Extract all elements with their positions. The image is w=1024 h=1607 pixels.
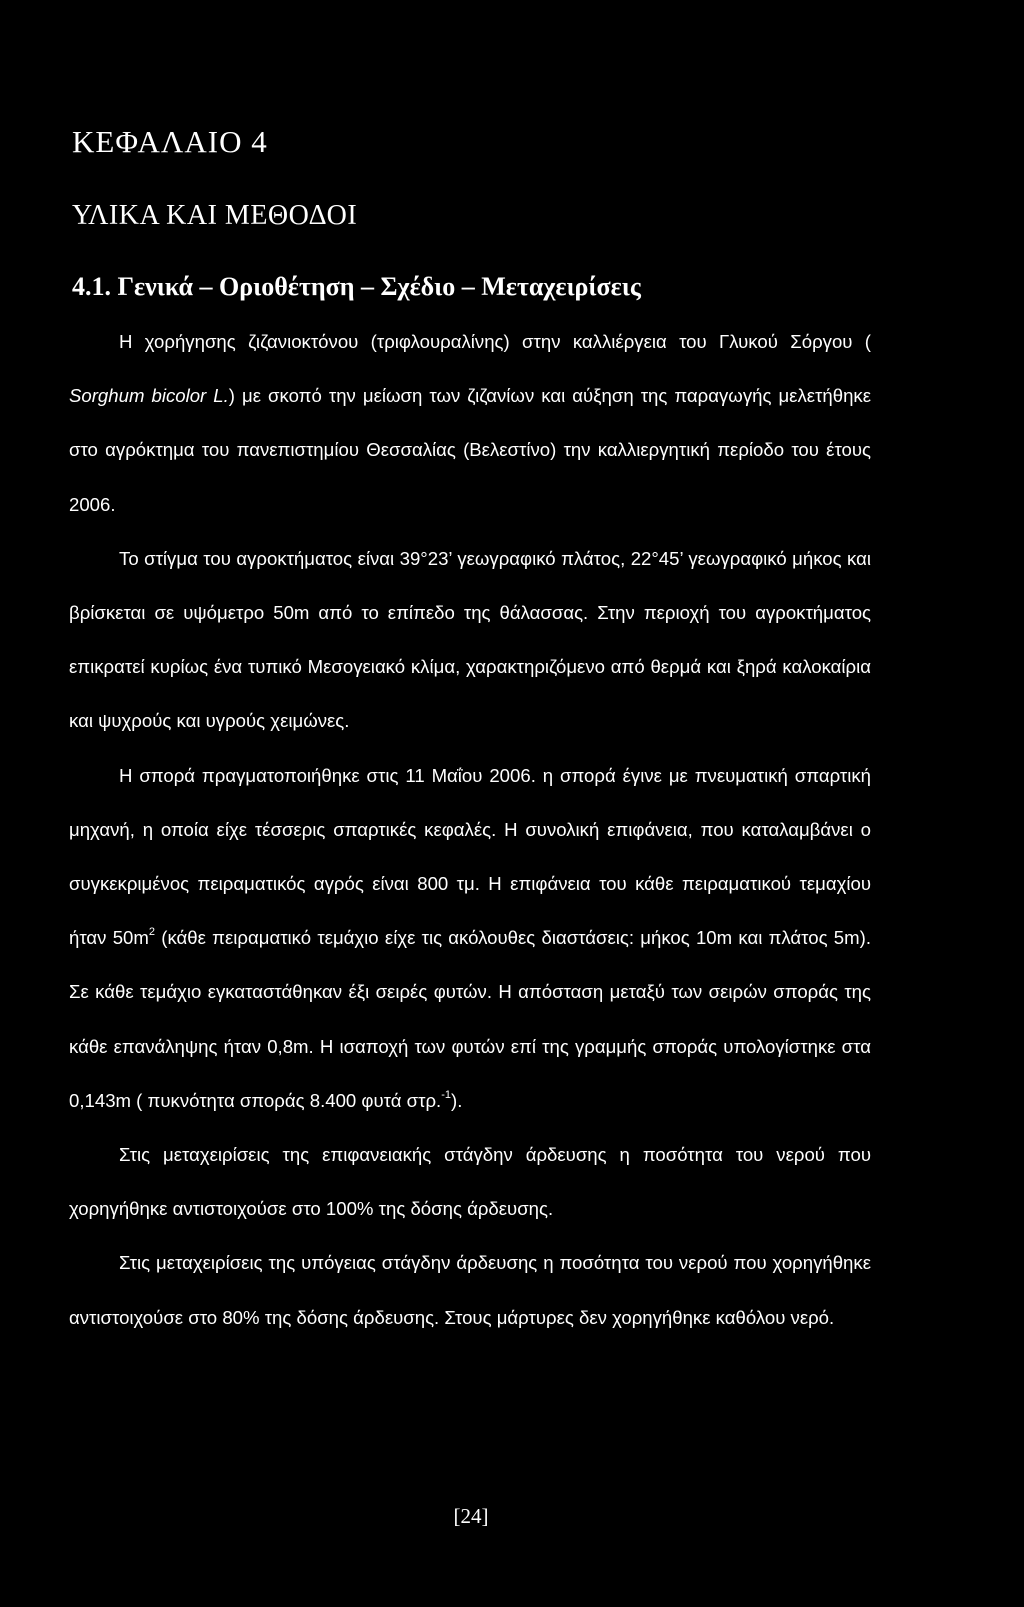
species-name: Sorghum bicolor L. bbox=[69, 385, 229, 407]
paragraph-intro bbox=[69, 315, 871, 532]
superscript-squared: 2 bbox=[148, 926, 156, 939]
superscript-minus-one: -1 bbox=[441, 1088, 451, 1101]
section-title: 4.1. Γενικά – Οριοθέτηση – Σχέδιο – Μεταχειρίσεις bbox=[72, 272, 641, 301]
paragraph-sowing-text-b: (κάθε πειραματικό τεμάχιο είχε τις ακόλουθες διαστάσεις: μήκος 10m και πλάτος 5m). Σε κάθε τεμάχιο εγκαταστάθηκαν έξι σειρές φυτών. Η απόσταση μεταξύ των σειρών σποράς της κάθε επανάληψης ήταν 0,8m. Η ισαποχή των φυτών επί της γραμμής σποράς υπολογίστηκε στα 0,143m ( πυκνότητα σποράς 8.400 φυτά στρ. bbox=[69, 927, 871, 1111]
chapter-heading: ΚΕΦΑΛΑΙΟ 4 bbox=[72, 124, 268, 159]
paragraph-sowing-text-a: Η σπορά πραγματοποιήθηκε στις 11 Μαΐου 2006. η σπορά έγινε με πνευματική σπαρτική μηχανή, η οποία είχε τέσσερις σπαρτικές κεφαλές. Η συνολική επιφάνεια, που καταλαμβάνει ο συγκεκριμένος πειραματικός αγρός είναι 800 τμ. Η επιφάνεια του κάθε πειραματικού τεμαχίου ήταν 50m bbox=[69, 764, 871, 949]
paragraph-sowing-text-c: ). bbox=[451, 1089, 463, 1111]
page-number: [24] bbox=[453, 1504, 489, 1528]
paragraph-surface-irrigation: Στις μεταχειρίσεις της επιφανειακής στάγδην άρδευσης η ποσότητα του νερού που χορηγήθηκε αντιστοιχούσε στο 100% της δόσης άρδευσης. bbox=[69, 1144, 871, 1220]
paragraph-intro-text-a: Η χορήγησης ζιζανιοκτόνου (τριφλουραλίνης) στην καλλιέργεια του Γλυκού Σόργου ( bbox=[119, 331, 871, 352]
chapter-subtitle: ΥΛΙΚΑ ΚΑΙ ΜΕΘΟΔΟΙ bbox=[72, 200, 358, 231]
body-text bbox=[69, 315, 871, 1345]
paragraph-location: Το στίγμα του αγροκτήματος είναι 39°23’ γεωγραφικό πλάτος, 22°45’ γεωγραφικό μήκος και βρίσκεται σε υψόμετρο 50m από το επίπεδο της θάλασσας. Στην περιοχή του αγροκτήματος επικρατεί κυρίως ένα τυπικό Μεσογειακό κλίμα, χαρακτηριζόμενο από θερμά και ξηρά καλοκαίρια και ψυχρούς και υγρούς χειμώνες. bbox=[69, 547, 871, 732]
paragraph-subsurface-irrigation: Στις μεταχειρίσεις της υπόγειας στάγδην άρδευσης η ποσότητα του νερού που χορηγήθηκε αντιστοιχούσε στο 80% της δόσης άρδευσης. Στους μάρτυρες δεν χορηγήθηκε καθόλου νερό. bbox=[69, 1252, 871, 1328]
paragraph-sowing bbox=[69, 749, 871, 1128]
paragraph-intro-text-b: ) με σκοπό την μείωση των ζιζανίων και αύξηση της παραγωγής μελετήθηκε στο αγρόκτημα του πανεπιστημίου Θεσσαλίας (Βελεστίνο) την καλλιεργητική περίοδο του έτους 2006. bbox=[69, 385, 871, 515]
